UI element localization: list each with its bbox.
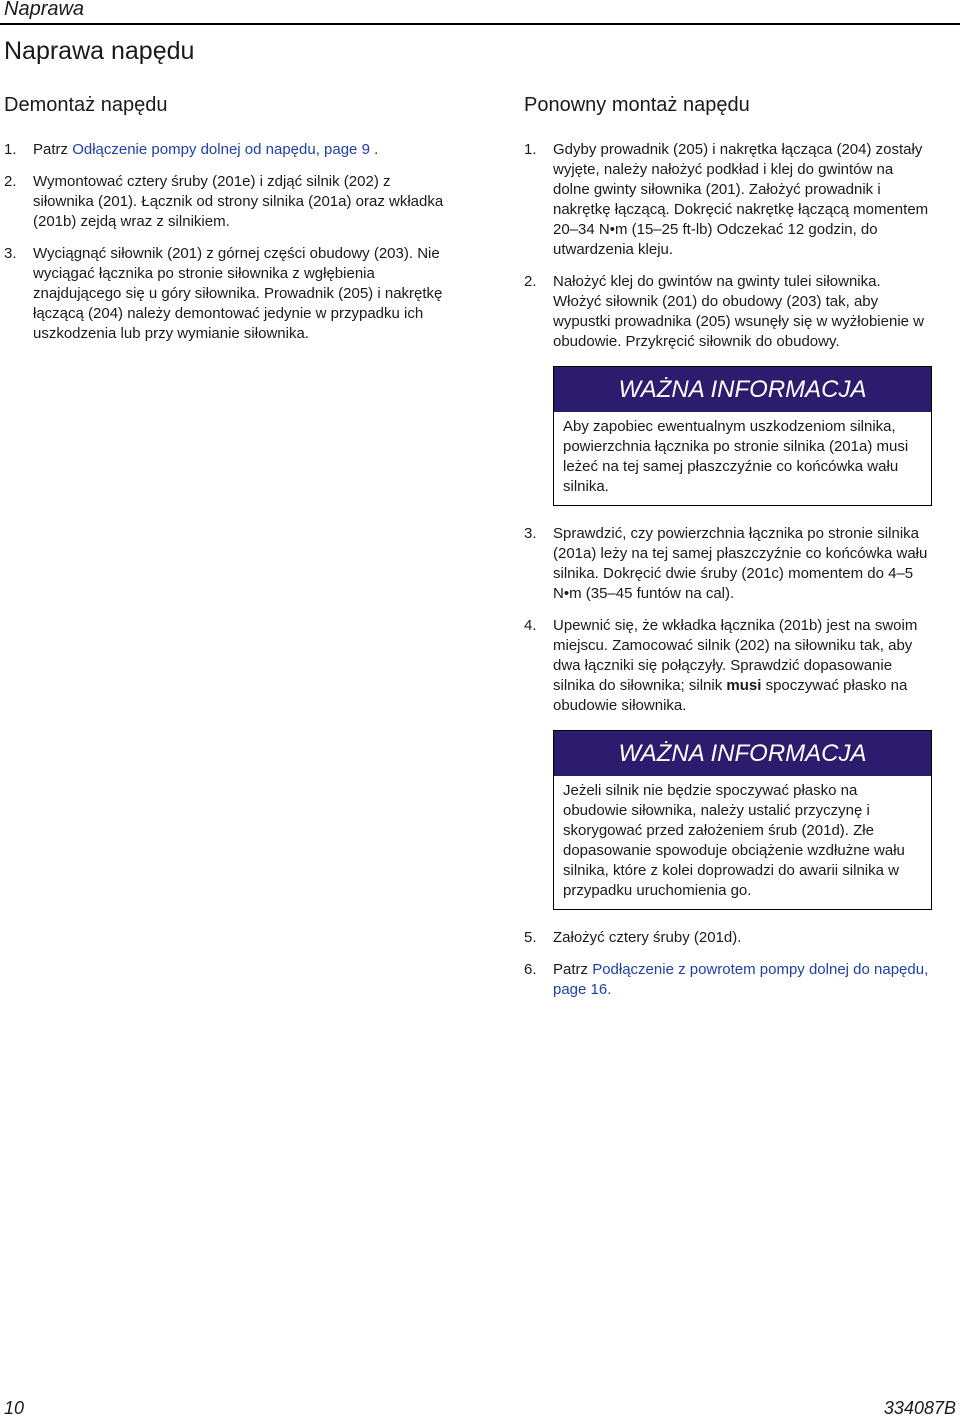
item-text: Gdyby prowadnik (205) i nakrętka łącząca (204) zostały wyjęte, należy nałożyć podkład i klej do gwintów na dolne gwinty siłownika (201). Założyć prowadnik i nakrętkę łączącą. Dokręcić nakrętkę łączącą momentem 20–34 N•m (15–25 ft-lb) Odczekać 12 godzin, do utwardzenia kleju. [553, 141, 929, 258]
item-text: spoczywać płasko na obudowie siłownika. [553, 677, 908, 714]
notice-title: WAŻNA INFORMACJA [554, 731, 931, 776]
item-text: Wyciągnąć siłownik (201) z górnej części obudowy (203). Nie wyciągać łącznika po stronie siłownika z wgłębienia znajdującego się u góry siłownika. Prowadnik (205) i nakrętkę łączącą (204) należy demontować jedynie w przypadku ich uszkodzenia lub przy wymianie siłownika. [33, 245, 443, 342]
list-item [524, 616, 932, 716]
page-title: Naprawa napędu [4, 37, 195, 65]
notice-box [553, 366, 932, 506]
right-column [524, 140, 932, 1000]
notice-title: WAŻNA INFORMACJA [554, 367, 931, 412]
item-number: 5. [524, 929, 537, 946]
item-number: 2. [4, 173, 17, 190]
item-text: Patrz [33, 141, 73, 158]
list-item [524, 140, 932, 260]
item-text: Nałożyć klej do gwintów na gwinty tulei siłownika. Włożyć siłownik (201) do obudowy (203) tak, aby wypustki prowadnika (205) wsunęły się w wyżłobienie w obudowie. Przykręcić siłownik do obudowy. [553, 273, 924, 350]
item-text: Patrz [553, 961, 593, 978]
item-number: 3. [4, 245, 17, 262]
list-item [4, 244, 444, 344]
list-item [524, 928, 932, 948]
document-number: 334087B [883, 1398, 956, 1418]
item-text: Sprawdzić, czy powierzchnia łącznika po stronie silnika (201a) leży na tej samej płaszczyźnie co końcówka wału silnika. Dokręcić dwie śruby (201c) momentem do 4–5 N•m (35–45 funtów na cal). [553, 525, 928, 602]
item-text: Upewnić się, że wkładka łącznika (201b) jest na swoim miejscu. Zamocować silnik (202) na siłowniku tak, aby dwa łączniki się połączyły. Sprawdzić dopasowanie silnika do siłownika; silnik [553, 617, 918, 694]
left-column [4, 140, 444, 344]
item-text: Założyć cztery śruby (201d). [553, 929, 742, 946]
item-number: 2. [524, 273, 537, 290]
link-podlaczenie[interactable]: Podłączenie z powrotem pompy dolnej do napędu, page 16 [553, 961, 929, 998]
section-label: Naprawa [4, 0, 85, 20]
heading-demontaz: Demontaż napędu [4, 94, 168, 116]
item-number: 1. [524, 141, 537, 158]
list-item [524, 272, 932, 352]
item-number: 1. [4, 141, 17, 158]
list-item [524, 524, 932, 604]
page-number: 10 [4, 1398, 25, 1418]
item-text: Wymontować cztery śruby (201e) i zdjąć silnik (202) z siłownika (201). Łącznik od strony silnika (201a) oraz wkładka (201b) zejdą wraz z silnikiem. [33, 173, 444, 230]
list-item [4, 172, 444, 232]
notice-text: Jeżeli silnik nie będzie spoczywać płasko na obudowie siłownika, należy ustalić przyczynę i skorygować przed założeniem śrub (201d). Złe dopasowanie spowoduje obciążenie wzdłużne wału silnika, które z kolei doprowadzi do awarii silnika w przypadku uruchomienia go. [563, 782, 905, 899]
item-emphasis: musi [726, 677, 762, 694]
notice-text: Aby zapobiec ewentualnym uszkodzeniom silnika, powierzchnia łącznika po stronie silnika (201a) musi leżeć na tej samej płaszczyźnie co końcówka wału silnika. [563, 418, 909, 495]
item-number: 4. [524, 617, 537, 634]
item-text: . [369, 141, 379, 158]
notice-box [553, 730, 932, 910]
item-number: 3. [524, 525, 537, 542]
item-text: . [607, 981, 612, 998]
header-rule [0, 23, 960, 25]
list-item [4, 140, 444, 160]
link-odlaczenie[interactable]: Odłączenie pompy dolnej od napędu, page 9 [72, 141, 370, 158]
heading-ponowny-montaz: Ponowny montaż napędu [524, 94, 750, 116]
item-number: 6. [524, 961, 537, 978]
list-item [524, 960, 932, 1000]
